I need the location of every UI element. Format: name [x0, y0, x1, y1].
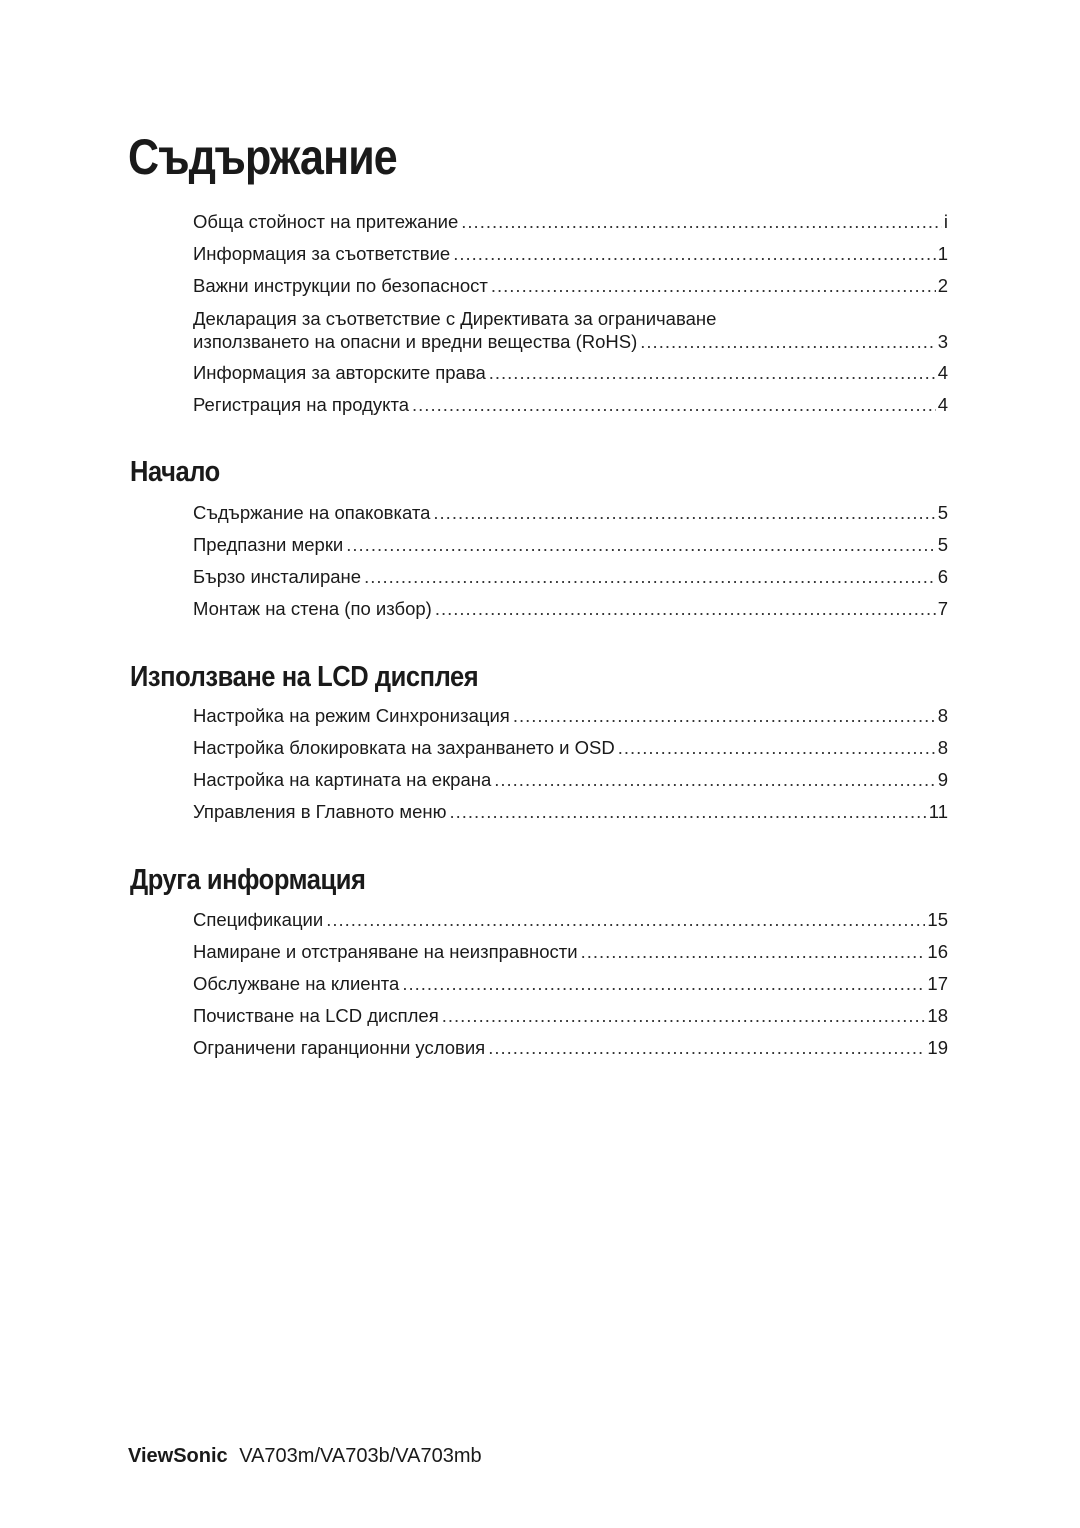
toc-entry-label: Почистване на LCD дисплея — [193, 1005, 439, 1026]
toc-entry-label: Обща стойност на притежание — [193, 211, 459, 232]
toc-intro-list — [193, 206, 948, 421]
toc-entry-label: Съдържание на опаковката — [193, 502, 431, 523]
dot-leader — [435, 593, 936, 625]
dot-leader — [326, 904, 925, 936]
toc-entry-label: Намиране и отстраняване на неизправности — [193, 941, 578, 962]
toc-entry[interactable] — [193, 497, 948, 529]
toc-entry-page: 3 — [937, 331, 948, 352]
toc-entry-page: 7 — [937, 598, 948, 619]
dot-leader — [442, 1000, 926, 1032]
toc-entry[interactable] — [193, 593, 948, 625]
section-heading-other-info: Друга информация — [130, 864, 366, 896]
dot-leader — [412, 389, 936, 421]
toc-entry[interactable] — [193, 1000, 948, 1032]
dot-leader — [513, 700, 936, 732]
toc-entry-label: Предпазни мерки — [193, 534, 344, 555]
dot-leader — [364, 561, 936, 593]
toc-entry-page: 4 — [937, 362, 948, 383]
toc-entry-label: Ограничени гаранционни условия — [193, 1037, 486, 1058]
toc-entry-label: Настройка на картината на екрана — [193, 769, 492, 790]
dot-leader — [489, 357, 936, 389]
dot-leader — [453, 238, 935, 270]
toc-entry[interactable] — [193, 238, 948, 270]
toc-entry-page: 17 — [927, 973, 948, 994]
toc-entry[interactable] — [193, 764, 948, 796]
toc-entry-page: 15 — [927, 909, 948, 930]
toc-entry-page: i — [943, 211, 948, 232]
toc-entry-label: Управления в Главното меню — [193, 801, 447, 822]
toc-entry-page: 2 — [937, 275, 948, 296]
toc-entry-label: Обслужване на клиента — [193, 973, 400, 994]
toc-entry[interactable] — [193, 1032, 948, 1064]
toc-using-lcd-list — [193, 700, 948, 828]
toc-entry-label: Монтаж на стена (по избор) — [193, 598, 432, 619]
toc-entry[interactable] — [193, 561, 948, 593]
toc-entry-page: 5 — [937, 502, 948, 523]
toc-entry-label: Регистрация на продукта — [193, 394, 410, 415]
dot-leader — [581, 936, 926, 968]
dot-leader — [488, 1032, 925, 1064]
toc-entry-page: 1 — [937, 243, 948, 264]
section-heading-using-lcd: Използване на LCD дисплея — [130, 661, 479, 693]
dot-leader — [640, 330, 935, 353]
toc-entry[interactable] — [193, 206, 948, 238]
toc-entry-page: 6 — [937, 566, 948, 587]
toc-start-list — [193, 497, 948, 625]
toc-entry[interactable] — [193, 904, 948, 936]
page-footer — [128, 1445, 482, 1468]
toc-entry-page: 8 — [937, 737, 948, 758]
toc-entry[interactable] — [193, 357, 948, 389]
toc-entry[interactable] — [193, 936, 948, 968]
footer-brand: ViewSonic — [128, 1445, 228, 1467]
dot-leader — [461, 206, 942, 238]
dot-leader — [491, 270, 936, 302]
toc-entry-page: 9 — [937, 769, 948, 790]
toc-other-info-list — [193, 904, 948, 1064]
toc-entry-page: 11 — [928, 801, 948, 822]
page-title: Съдържание — [128, 129, 397, 185]
toc-entry-page: 16 — [927, 941, 948, 962]
toc-entry-label: Бързо инсталиране — [193, 566, 362, 587]
toc-entry[interactable] — [193, 529, 948, 561]
toc-entry[interactable] — [193, 270, 948, 302]
toc-entry-page: 5 — [937, 534, 948, 555]
dot-leader — [433, 497, 935, 529]
toc-entry[interactable] — [193, 732, 948, 764]
toc-entry-page: 8 — [937, 705, 948, 726]
section-heading-start: Начало — [130, 456, 220, 488]
dot-leader — [618, 732, 936, 764]
toc-entry[interactable] — [193, 968, 948, 1000]
toc-entry-label-line1: Декларация за съответствие с Директивата за ограничаване — [193, 308, 717, 329]
toc-entry[interactable] — [193, 389, 948, 421]
toc-entry-label-line2: използването на опасни и вредни вещества (RoHS) — [193, 331, 638, 352]
dot-leader — [449, 796, 926, 828]
toc-entry-label: Информация за авторските права — [193, 362, 486, 383]
toc-entry-label: Настройка блокировката на захранването и OSD — [193, 737, 615, 758]
dot-leader — [494, 764, 935, 796]
dot-leader — [346, 529, 935, 561]
toc-entry-page: 19 — [927, 1037, 948, 1058]
footer-model: VA703m/VA703b/VA703mb — [239, 1445, 482, 1467]
toc-entry-label: Важни инструкции по безопасност — [193, 275, 488, 296]
toc-entry[interactable] — [193, 796, 948, 828]
toc-entry-label: Информация за съответствие — [193, 243, 451, 264]
toc-entry-label: Спецификации — [193, 909, 324, 930]
toc-entry[interactable] — [193, 302, 948, 357]
toc-entry-page: 18 — [927, 1005, 948, 1026]
toc-entry-page: 4 — [937, 394, 948, 415]
toc-entry-label: Настройка на режим Синхронизация — [193, 705, 510, 726]
dot-leader — [402, 968, 925, 1000]
toc-entry[interactable] — [193, 700, 948, 732]
